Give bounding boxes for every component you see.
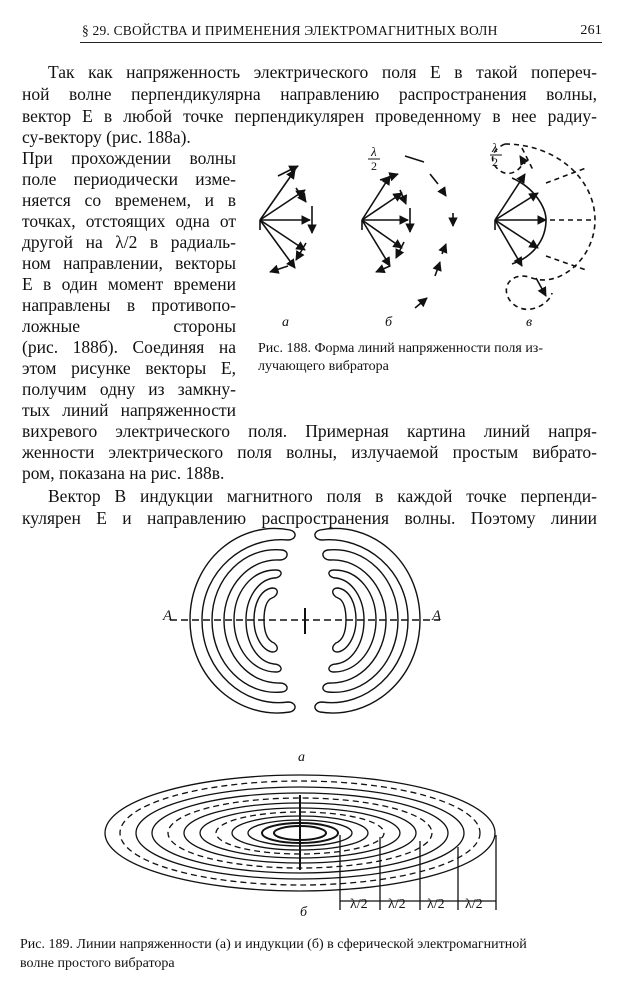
text-line: кулярен E и направлению распространения волны. Поэтому линии (22, 508, 597, 528)
dimension-label: λ/2 (427, 897, 445, 912)
text-line: (рис. 188б). Соединяя на (22, 337, 236, 357)
text-line: точках, отстоящих одна от (22, 211, 236, 231)
caption-line: лучающего вибратора (258, 359, 389, 374)
dimension-label: λ/2 (465, 897, 483, 912)
figure-189-label-b: б (300, 905, 308, 920)
text-line: женности электрического поля волны, излучаемой простым вибрато- (22, 442, 597, 462)
figure-189-caption (20, 935, 605, 973)
section-title: § 29. СВОЙСТВА И ПРИМЕНЕНИЯ ЭЛЕКТРОМАГНИТНЫХ ВОЛН (82, 23, 498, 38)
running-header (82, 23, 602, 43)
text-line: направлены в противопо- (22, 295, 236, 315)
text-line: су-вектору (рис. 188а). (22, 127, 191, 147)
text-line: ложные стороны (22, 316, 236, 336)
caption-line: волне простого вибратора (20, 956, 175, 971)
text-line: другой на λ/2 в радиаль- (22, 232, 236, 252)
text-line: E в один момент времени (22, 274, 236, 294)
axis-label-right: A (432, 608, 442, 624)
page-number: 261 (580, 23, 602, 38)
text-line: поле периодически изме- (22, 169, 236, 189)
text-line: этом рисунке векторы E, (22, 358, 236, 378)
text-line: ной волне перпендикулярна направлению распространения волны, (22, 84, 597, 104)
figure-189-label-a: а (298, 750, 305, 765)
text-line: тых линий напряженности (22, 400, 236, 420)
figure-189a (150, 500, 460, 750)
text-line: ном направлении, векторы (22, 253, 236, 273)
figure-188v-lines (493, 144, 595, 309)
text-line: Так как напряженность электрического поля E в такой попереч- (48, 62, 597, 82)
figure-188-label-b: б (385, 315, 393, 330)
lambda-denominator-v: 2 (492, 155, 498, 169)
figure-188a-vectors (260, 166, 312, 272)
caption-line: Рис. 189. Линии напряженности (а) и индукции (б) в сферической электромагнитной (20, 937, 527, 952)
header-rule (80, 42, 602, 43)
figure-188 (250, 138, 610, 338)
lambda-label-b: λ (371, 144, 377, 159)
text-line: ром, показана на рис. 188в. (22, 463, 225, 483)
lambda-denominator-b: 2 (371, 159, 377, 173)
text-line: Вектор B индукции магнитного поля в каждой точке перпенди- (48, 486, 597, 506)
text-line: При прохождении волны (22, 148, 236, 168)
figure-188-label-a: а (282, 315, 289, 330)
text-line: вихревого электрического поля. Примерная картина линий напря- (22, 421, 597, 441)
figure-188b-vectors (362, 156, 453, 308)
dimension-label: λ/2 (388, 897, 406, 912)
axis-label-left: A (163, 608, 173, 624)
text-line: получим одну из замкну- (22, 379, 236, 399)
figure-188-label-v: в (526, 315, 533, 330)
figure-188-caption (258, 340, 598, 376)
text-line: няется со временем, и в (22, 190, 236, 210)
caption-line: Рис. 188. Форма линий напряженности поля из- (258, 341, 544, 356)
text-line: вектор E в любой точке перпендикулярен проведенному в нее радиу- (22, 106, 597, 126)
lambda-label-v: λ (492, 140, 498, 155)
dimension-label: λ/2 (350, 897, 368, 912)
